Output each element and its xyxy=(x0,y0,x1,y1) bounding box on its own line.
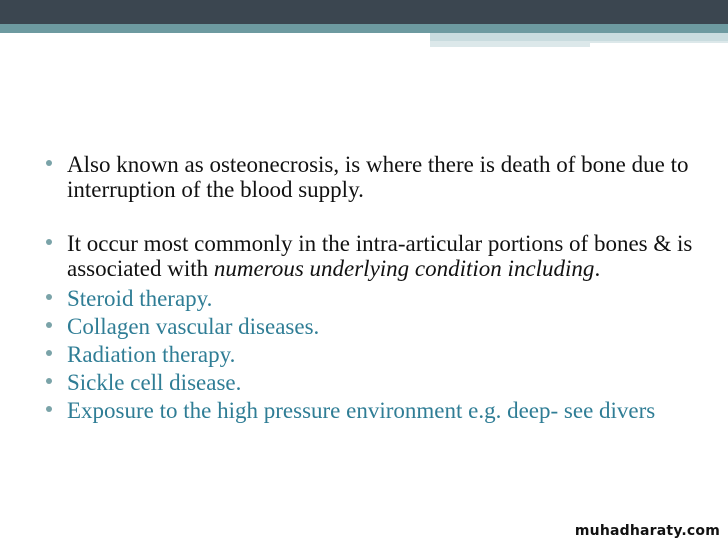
list-item xyxy=(46,370,696,395)
bullet-dot-icon xyxy=(46,322,52,328)
bullet-text: It occur most commonly in the intra-articular portions of bones & is associated with xyxy=(67,231,693,281)
bullet-dot-icon xyxy=(46,160,52,166)
header-accent-line xyxy=(590,41,728,43)
watermark-text: muhadharaty.com xyxy=(574,523,720,539)
bullet-dot-icon xyxy=(46,350,52,356)
slide-content xyxy=(46,152,696,423)
bullet-list xyxy=(46,152,696,423)
header-pale-bar xyxy=(430,33,728,41)
condition-text: Radiation therapy. xyxy=(67,342,236,367)
bullet-text-end: . xyxy=(594,256,601,281)
list-item xyxy=(46,342,696,367)
bullet-dot-icon xyxy=(46,378,52,384)
condition-text: Exposure to the high pressure environment e.g. deep- see divers xyxy=(67,398,656,423)
list-item xyxy=(46,398,696,423)
condition-text: Steroid therapy. xyxy=(67,286,213,311)
bullet-item-occurrence xyxy=(46,231,696,281)
bullet-text: Also known as osteonecrosis, is where there is death of bone due to interruption of the blood supply. xyxy=(67,152,689,202)
bullet-dot-icon xyxy=(46,294,52,300)
bullet-dot-icon xyxy=(46,406,52,412)
header-pale-bar-secondary xyxy=(430,41,590,47)
header-teal-bar xyxy=(0,24,728,33)
condition-text: Sickle cell disease. xyxy=(67,370,242,395)
list-item xyxy=(46,286,696,311)
bullet-text-italic: numerous underlying condition including xyxy=(213,256,595,281)
bullet-item-definition xyxy=(46,152,696,202)
condition-text: Collagen vascular diseases. xyxy=(67,314,320,339)
bullet-dot-icon xyxy=(46,239,52,245)
list-item xyxy=(46,314,696,339)
header-dark-bar xyxy=(0,0,728,24)
